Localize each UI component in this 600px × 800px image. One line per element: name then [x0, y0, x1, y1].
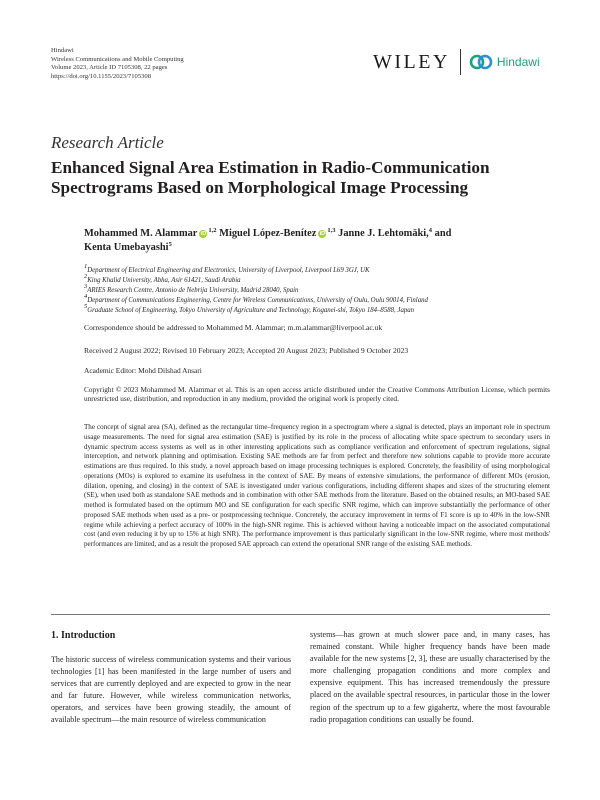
article-type: Research Article	[51, 133, 164, 152]
doi-link[interactable]: https://doi.org/10.1155/2023/7105308	[51, 72, 152, 80]
hindawi-rings-icon	[469, 54, 493, 70]
affiliation-number: 5	[84, 302, 88, 310]
affiliation-number: 1	[84, 263, 88, 270]
author-affiliation-sup: 1,2	[208, 227, 217, 234]
author-affiliation-sup: 1,3	[327, 227, 336, 234]
intro-paragraph-right: systems—has grown at much slower pace and, in many cases, has remained constant. While higher frequency bands have been made available for the new systems [2, 3], these are usually characterised by the more challenging propagation conditions and more complex and expensive equipment. This has increased tremendously the pressure placed on the available spectral resources, in particular those in the lower region of the spectrum up to a few gigahertz, where the most favourable radio propagation conditions can usually be found.	[310, 630, 550, 724]
author-affiliation-sup: 4	[428, 227, 433, 234]
affiliation-text: Department of Communications Engineering, Centre for Wireless Communications, University of Oulu, Oulu 90014, Finland	[87, 296, 428, 304]
paper-title: Enhanced Signal Area Estimation in Radio-Communication Spectrograms Based on Morphological Image Processing	[51, 158, 490, 197]
hindawi-wordmark: Hindawi	[496, 55, 540, 69]
affiliation-text: King Khalid University, Abha, Asir 61421, Saudi Arabia	[87, 276, 241, 284]
affiliation-item	[84, 263, 554, 276]
volume-line: Volume 2023, Article ID 7105308, 22 pages	[51, 64, 168, 72]
section-divider	[51, 614, 550, 615]
affiliation-item	[84, 282, 554, 296]
academic-editor: Academic Editor: Mohd Dilshad Ansari	[84, 366, 202, 375]
affiliation-number: 4	[84, 292, 88, 300]
orcid-icon[interactable]: iD	[319, 231, 326, 237]
affiliation-text: ARIES Research Centre, Antonio de Nebrija University, Madrid 28040, Spain	[87, 286, 299, 294]
author-name: Mohammed M. Alammar	[84, 228, 198, 239]
abstract: The concept of signal area (SA), defined as the rectangular time–frequency region in a spectrogram where a signal is detected, plays an important role in spectrum usage measurements. The need for signal area estimation (SAE) is justified by its role in the process of allocating white space spectrum to secondary users in dynamic spectrum access systems as well as in other interesting applications such as compliance verification and enforcement of spectrum regulations, signal interception, and network planning and optimisation. Existing SAE methods are far from perfect and therefore new solutions capable to provide more accurate estimations are thus required. In this study, a novel approach based on image processing techniques is explored. Concretely, the feasibility of using morphological operations (MOs) is explored to examine its usefulness in the context of SAE. By means of extensive simulations, the performance of different MOs (erosion, dilation, opening, and closing) in the context of SAE is investigated under various configurations, including different shapes and sizes of the structuring element (SE), when used both as standalone SAE methods and in combination with other SAE methods from the literature. Based on the obtained results, an MO-based SAE method is formulated based on the optimum MO and SE configuration for each specific SNR regime, which can improve substantially the performance of other proposed SAE methods when used as a pre- or postprocessing technique. Concretely, the accuracy improvement in terms of F1 score is up to 40% in the low-SNR regime while achieving a perfect accuracy of 100% in the high-SNR regime. This is achieved without having a noticeable impact on the associated computational cost (and even reducing it by up to 15% at high SNR). The performance improvement is thus particularly significant in the low-SNR regime, where most methods' performances are limited, and as a result the proposed SAE approach can extend the operational SNR range of the existing SAE methods.	[84, 423, 550, 548]
publication-dates: Received 2 August 2022; Revised 10 February 2023; Accepted 20 August 2023; Published 9 October 2023	[84, 346, 409, 355]
journal-name: Wireless Communications and Mobile Computing	[51, 55, 184, 63]
author-name: Janne J. Lehtomäki,	[338, 228, 429, 239]
wiley-logo: WILEY	[373, 50, 450, 73]
hindawi-logo	[469, 54, 540, 70]
author-name: Kenta Umebayashi	[84, 242, 169, 253]
affiliation-number: 2	[84, 272, 88, 280]
section-heading: 1. Introduction	[51, 630, 116, 641]
author-affiliation-sup: 5	[168, 241, 172, 248]
author-list: Mohammed M. Alammar iD $^{1,2}$ Miguel López-Benítez iD $^{1,3}$ Janne J. Lehtomäki,$^4$ and Kenta Umebayashi$^5$	[84, 227, 452, 253]
publisher-name: Hindawi	[51, 47, 74, 54]
intro-paragraph-left: The historic success of wireless communication systems and their various technologies [1] has been manifested in the large number of users and services that are currently deployed and are expected to grow in the near and far future. However, while wireless communication networks, operators, and services have been growing steadily, the amount of available spectrum—the main resource of wireless communication	[51, 655, 291, 725]
journal-meta	[51, 47, 184, 81]
affiliation-number: 3	[84, 282, 88, 290]
affiliation-text: Graduate School of Engineering, Tokyo University of Agriculture and Technology, Koganei-shi, Tokyo 184–8588, Japan	[87, 306, 415, 314]
copyright-notice: Copyright © 2023 Mohammed M. Alammar et al. This is an open access article distributed under the Creative Commons Attribution License, which permits unrestricted use, distribution, and reproduction in any medium, provided the original work is properly cited.	[84, 385, 550, 404]
affiliation-item	[84, 272, 554, 286]
author-name: Miguel López-Benítez	[219, 228, 317, 239]
logo-divider	[460, 49, 461, 75]
affiliation-item	[84, 292, 554, 306]
affiliation-item	[84, 302, 554, 316]
affiliation-text: Department of Electrical Engineering and Electronics, University of Liverpool, Liverpool L69 3GJ, UK	[87, 267, 370, 274]
orcid-icon[interactable]: iD	[200, 231, 207, 237]
publisher-logos	[373, 48, 540, 76]
affiliation-list	[84, 263, 554, 316]
correspondence: Correspondence should be addressed to Mohammed M. Alammar; m.m.alammar@liverpool.ac.uk	[84, 323, 383, 332]
